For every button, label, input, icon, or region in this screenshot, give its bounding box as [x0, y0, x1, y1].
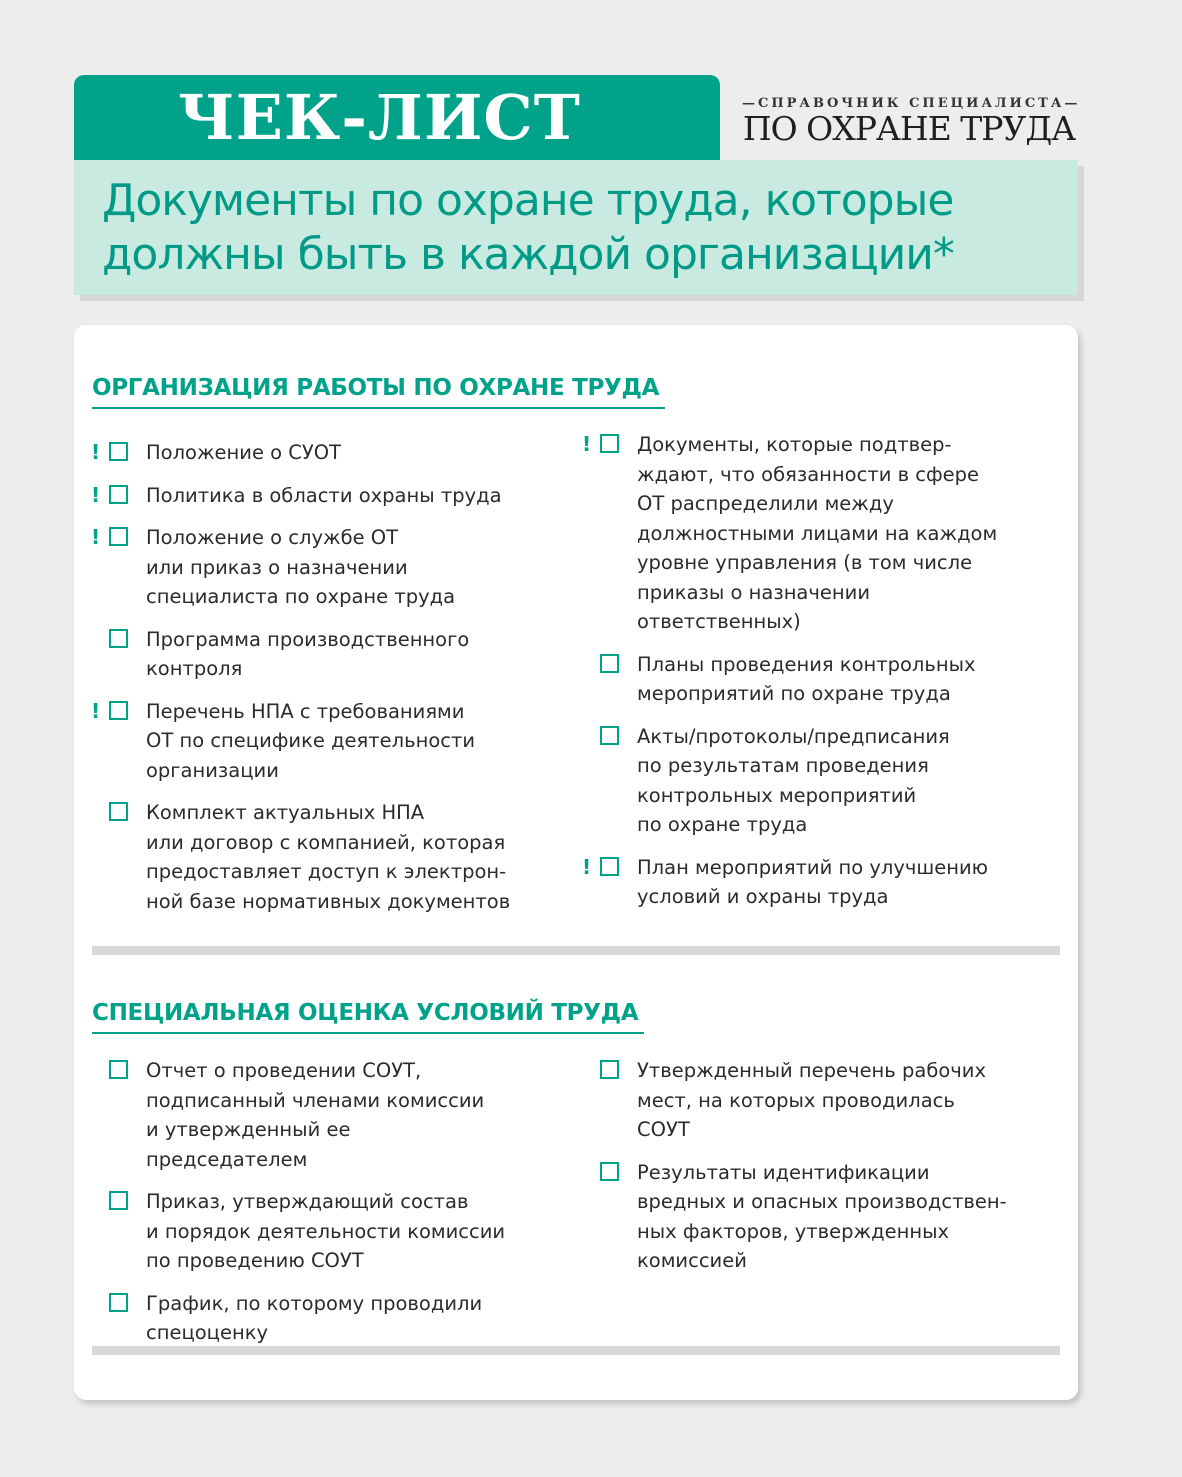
section-title-organization: ОРГАНИЗАЦИЯ РАБОТЫ ПО ОХРАНЕ ТРУДА: [92, 375, 665, 409]
checkbox[interactable]: [600, 726, 619, 745]
important-mark: !: [91, 698, 101, 723]
checkbox[interactable]: [109, 802, 128, 821]
checkbox[interactable]: [109, 442, 128, 461]
checklist-item: [565, 1158, 1045, 1276]
section-divider: [92, 1346, 1060, 1355]
checklist-item-label: Документы, которые подтвер- ждают, что обязанности в сфере ОТ распределили между должностными лицами на каждом уровне управления (в том числе приказы о назначении ответственных): [637, 433, 998, 633]
checkbox[interactable]: [109, 485, 128, 504]
checklist-item-label: Результаты идентификации вредных и опасных производствен- ных факторов, утвержденных комиссией: [637, 1160, 1007, 1272]
checklist-item-label: Политика в области охраны труда: [146, 483, 502, 507]
checkbox[interactable]: [109, 1191, 128, 1210]
checklist-item-label: Перечень НПА с требованиями ОТ по специфике деятельности организации: [146, 699, 476, 782]
checklist-item-label: Акты/протоколы/предписания по результатам проведения контрольных мероприятий по охране труда: [637, 724, 950, 836]
checkbox[interactable]: [600, 857, 619, 876]
checklist-item: [74, 438, 514, 468]
checklist-item: [74, 1187, 514, 1276]
checklist-item-label: Планы проведения контрольных мероприятий по охране труда: [637, 652, 976, 705]
checklist-card: [74, 325, 1078, 1400]
subtitle-text: Документы по охране труда, которые должны быть в каждой организации*: [102, 175, 954, 280]
checklist-item: [565, 650, 1045, 709]
subtitle-banner: [74, 160, 1078, 295]
checkbox[interactable]: [109, 1060, 128, 1079]
section-1-right-column: [565, 430, 1045, 925]
checkbox[interactable]: [600, 434, 619, 453]
important-mark: !: [582, 432, 592, 456]
checklist-item-label: График, по которому проводили спецоценку: [146, 1291, 483, 1344]
important-mark: !: [91, 482, 101, 507]
checkbox[interactable]: [600, 654, 619, 673]
checklist-item: [565, 722, 1045, 840]
checklist-item-label: Отчет о проведении СОУТ, подписанный членами комиссии и утвержденный ее председателем: [146, 1059, 485, 1171]
section-title-sout: СПЕЦИАЛЬНАЯ ОЦЕНКА УСЛОВИЙ ТРУДА: [92, 1000, 644, 1034]
checkbox[interactable]: [109, 527, 128, 546]
checklist-item: [565, 1056, 1045, 1145]
checkbox[interactable]: [109, 1293, 128, 1312]
section-divider: [92, 946, 1060, 955]
checkbox[interactable]: [600, 1162, 619, 1181]
checklist-item-label: Комплект актуальных НПА или договор с компанией, которая предоставляет доступ к электрон- ной базе нормативных документов: [146, 801, 511, 913]
checklist-item: [74, 523, 514, 612]
checklist-item-label: Приказ, утверждающий состав и порядок деятельности комиссии по проведению СОУТ: [146, 1190, 506, 1272]
checklist-item-label: Положение о службе ОТ или приказ о назначении специалиста по охране труда: [146, 526, 456, 608]
important-mark: !: [582, 854, 592, 879]
page-title: ЧЕК-ЛИСТ: [178, 81, 581, 154]
checklist-item: [565, 430, 1045, 637]
brand-subtitle: —СПРАВОЧНИК СПЕЦИАЛИСТА—: [742, 96, 1081, 111]
section-2-right-column: [565, 1056, 1045, 1289]
checklist-item: [74, 1289, 514, 1348]
brand-logo: [742, 96, 1081, 148]
checklist-item: [565, 853, 1045, 912]
checkbox[interactable]: [109, 629, 128, 648]
checklist-item-label: Программа производственного контроля: [146, 627, 470, 680]
checkbox[interactable]: [109, 701, 128, 720]
checklist-item: [74, 697, 514, 786]
checklist-item-label: Положение о СУОТ: [146, 441, 342, 464]
section-1-left-column: [74, 438, 514, 929]
checklist-item-label: Утвержденный перечень рабочих мест, на которых проводилась СОУТ: [637, 1059, 987, 1141]
important-mark: !: [91, 440, 101, 464]
section-2-left-column: [74, 1056, 514, 1361]
important-mark: !: [91, 525, 101, 549]
checklist-item-label: План мероприятий по улучшению условий и охраны труда: [637, 855, 989, 908]
checkbox[interactable]: [600, 1060, 619, 1079]
checklist-item: [74, 798, 514, 916]
brand-name: ПО ОХРАНЕ ТРУДА: [742, 109, 1076, 148]
checklist-header-tab: [74, 75, 720, 161]
checklist-item: [74, 1056, 514, 1174]
checklist-item: [74, 625, 514, 684]
checklist-item: [74, 481, 514, 511]
